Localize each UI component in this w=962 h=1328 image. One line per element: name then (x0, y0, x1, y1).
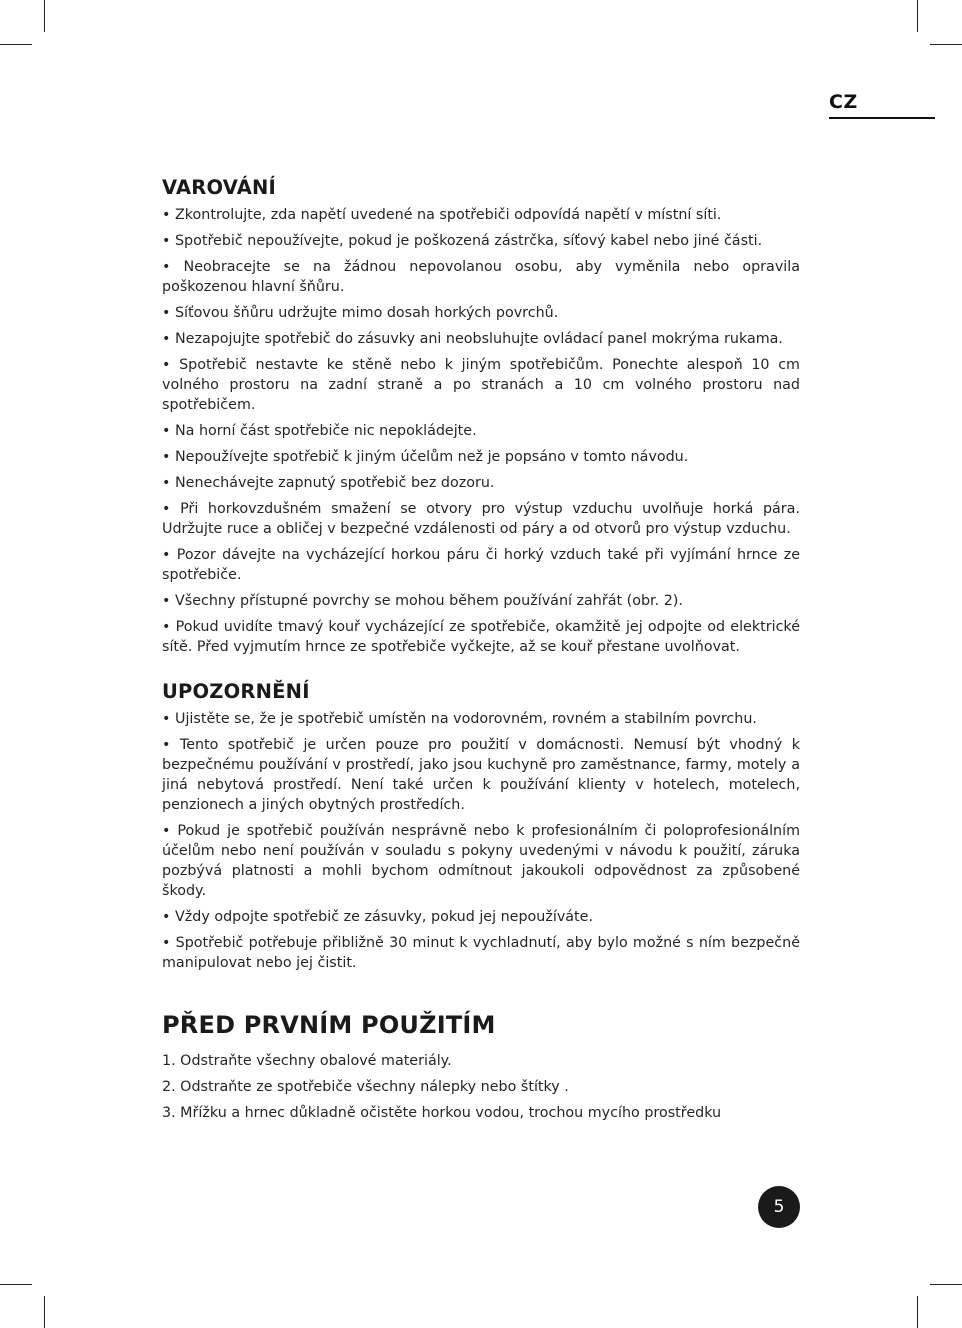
warning-item: • Pozor dávejte na vycházející horkou páru či horký vzduch také při vyjímání hrnce ze spotřebiče. (162, 547, 800, 583)
warning-item: • Pokud uvidíte tmavý kouř vycházející ze spotřebiče, okamžitě jej odpojte od elektrické sítě. Před vyjmutím hrnce ze spotřebiče vyčkejte, až se kouř přestane uvolňovat. (162, 619, 800, 655)
warning-item: • Neobracejte se na žádnou nepovolanou osobu, aby vyměnila nebo opravila poškozenou hlavní šňůru. (162, 259, 800, 295)
crop-mark (930, 44, 962, 45)
caution-item: • Vždy odpojte spotřebič ze zásuvky, pokud jej nepoužíváte. (162, 909, 594, 925)
warning-item: • Nezapojujte spotřebič do zásuvky ani neobsluhujte ovládací panel mokrýma rukama. (162, 331, 783, 347)
warning-item: • Spotřebič nepoužívejte, pokud je poškozená zástrčka, síťový kabel nebo jiné části. (162, 233, 763, 249)
caution-item: • Spotřebič potřebuje přibližně 30 minut k vychladnutí, aby bylo možné s ním bezpečně manipulovat nebo jej čistit. (162, 935, 800, 971)
first-use-step: 1. Odstraňte všechny obalové materiály. (162, 1053, 452, 1069)
warning-item: • Síťovou šňůru udržujte mimo dosah horkých povrchů. (162, 305, 559, 321)
page-number-badge: 5 (758, 1186, 800, 1228)
caution-item: • Pokud je spotřebič používán nesprávně nebo k profesionálním či poloprofesionálním účelům nebo není používán v souladu s pokyny uvedenými v návodu k použití, záruka pozbývá platnosti a mohli bychom odmítnout jakoukoli odpovědnost za způsobené škody. (162, 823, 800, 899)
crop-mark (930, 1284, 962, 1285)
page-content (162, 176, 800, 1129)
cautions-list (162, 709, 800, 973)
warning-item: • Nenechávejte zapnutý spotřebič bez dozoru. (162, 475, 495, 491)
first-use-step: 2. Odstraňte ze spotřebiče všechny nálepky nebo štítky . (162, 1079, 569, 1095)
first-use-heading: PŘED PRVNÍM POUŽITÍM (162, 1011, 496, 1039)
crop-mark (917, 0, 918, 32)
crop-mark (0, 44, 32, 45)
warnings-list (162, 205, 800, 657)
cautions-heading: UPOZORNĚNÍ (162, 680, 310, 703)
caution-item: • Ujistěte se, že je spotřebič umístěn na vodorovném, rovném a stabilním povrchu. (162, 711, 757, 727)
warnings-heading: VAROVÁNÍ (162, 176, 276, 199)
first-use-steps (162, 1051, 800, 1123)
warning-item: • Zkontrolujte, zda napětí uvedené na spotřebiči odpovídá napětí v místní síti. (162, 207, 722, 223)
warning-item: • Všechny přístupné povrchy se mohou během používání zahřát (obr. 2). (162, 593, 683, 609)
crop-mark (44, 1296, 45, 1328)
caution-item: • Tento spotřebič je určen pouze pro použití v domácnosti. Nemusí být vhodný k bezpečnému používání v prostředí, jako jsou kuchyně pro zaměstnance, farmy, motely a jiná nebytová prostředí. Není také určen k používání klienty v hotelech, motelech, penzionech a jiných obytných prostředích. (162, 737, 800, 813)
first-use-step: 3. Mřížku a hrnec důkladně očistěte horkou vodou, trochou mycího prostředku (162, 1105, 722, 1121)
crop-mark (0, 1284, 32, 1285)
warning-item: • Spotřebič nestavte ke stěně nebo k jiným spotřebičům. Ponechte alespoň 10 cm volného prostoru na zadní straně a po stranách a 10 cm volného prostoru nad spotřebičem. (162, 357, 800, 413)
warning-item: • Na horní část spotřebiče nic nepokládejte. (162, 423, 477, 439)
warning-item: • Nepoužívejte spotřebič k jiným účelům než je popsáno v tomto návodu. (162, 449, 689, 465)
warning-item: • Při horkovzdušném smažení se otvory pro výstup vzduchu uvolňuje horká pára. Udržujte ruce a obličej v bezpečné vzdálenosti od páry a od otvorů pro výstup vzduchu. (162, 501, 800, 537)
crop-mark (44, 0, 45, 32)
language-label: CZ (829, 91, 935, 119)
crop-mark (917, 1296, 918, 1328)
